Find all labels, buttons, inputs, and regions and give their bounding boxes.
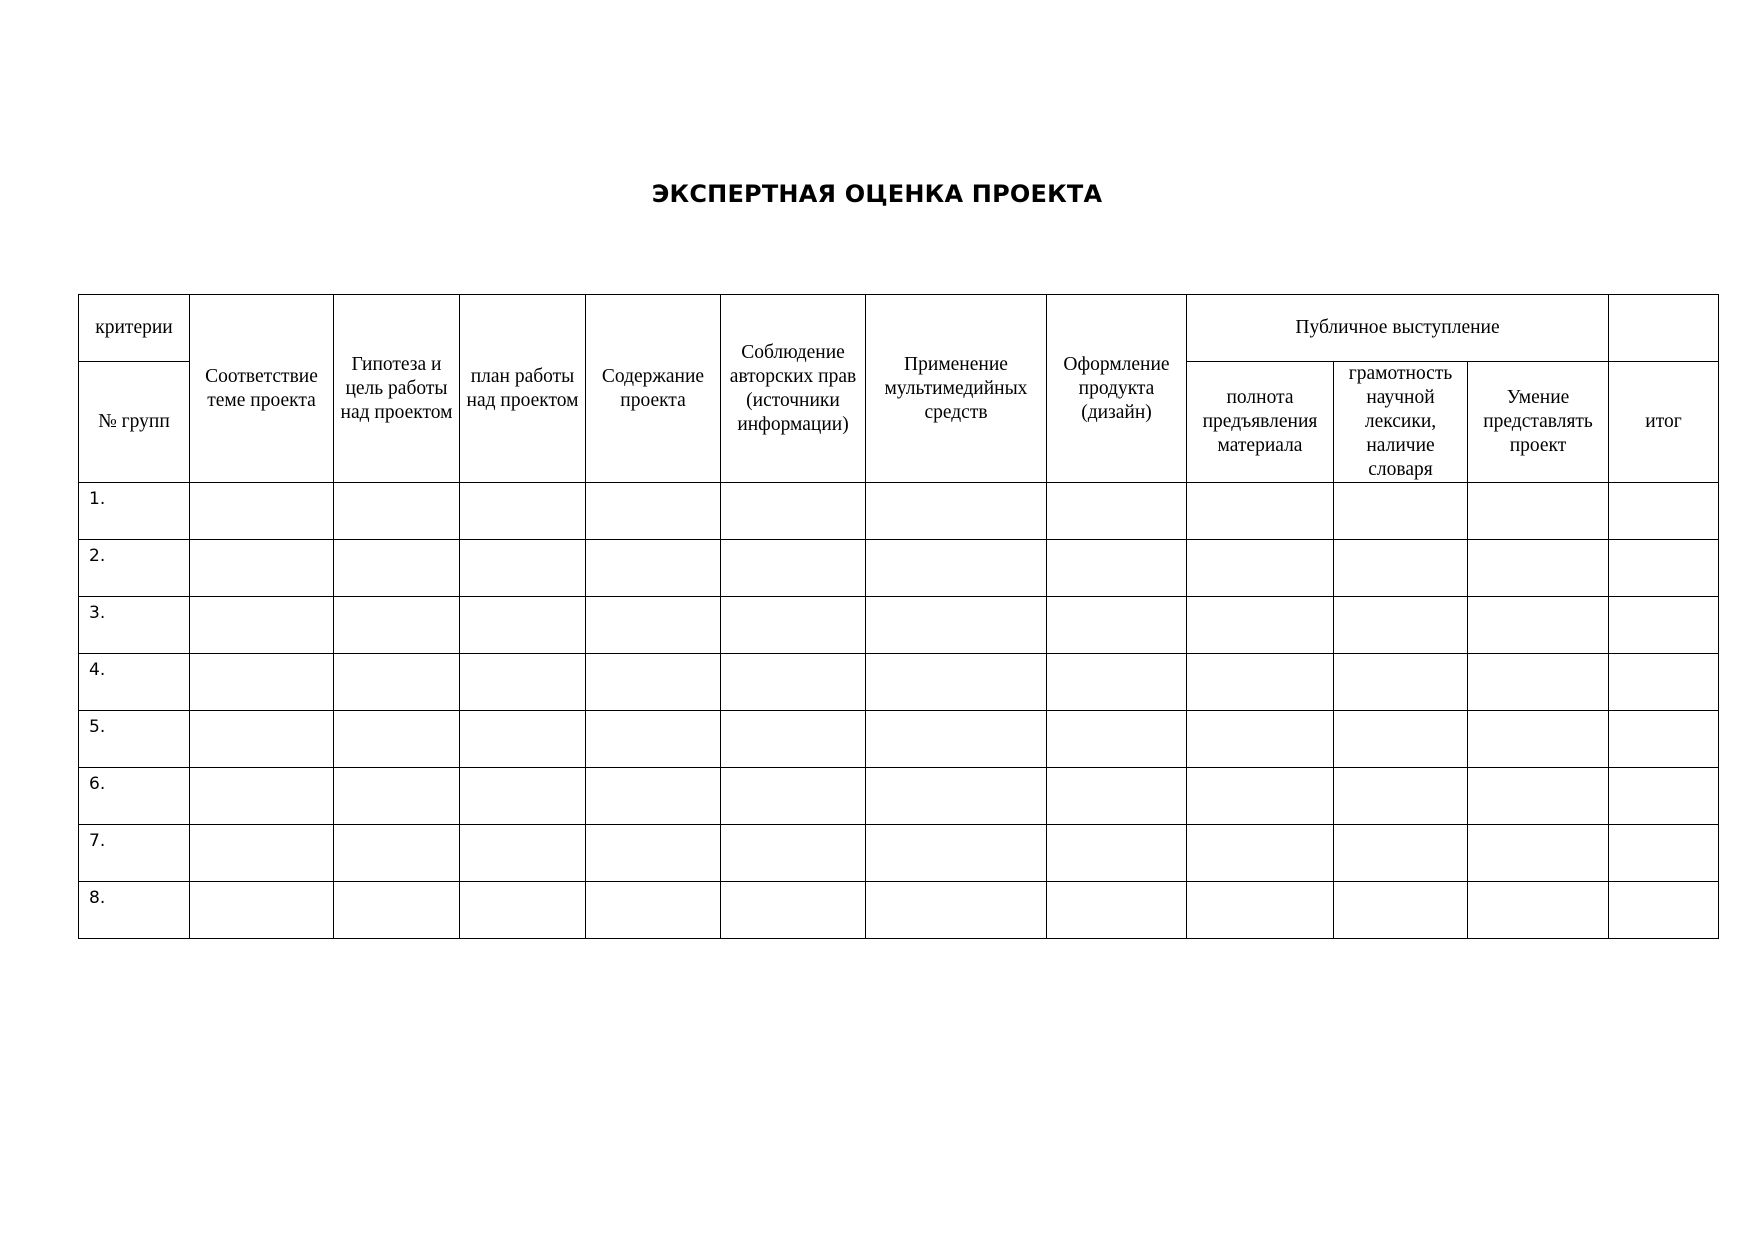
empty-header-cell [1609,295,1719,362]
score-cell [1047,768,1187,825]
group-number-label: № групп [79,362,190,483]
subcolumn-header: грамотность научной лексики, наличие словаря [1334,362,1468,483]
row-number: 5. [79,711,190,768]
total-cell [1609,825,1719,882]
subcolumn-header: полнота предъявления материала [1187,362,1334,483]
score-cell [866,882,1047,939]
score-cell [866,768,1047,825]
score-cell [721,654,866,711]
score-cell [1334,654,1468,711]
score-cell [721,768,866,825]
column-header: план работы над проектом [460,295,586,483]
evaluation-table [78,294,1719,939]
row-number: 4. [79,654,190,711]
score-cell [1047,825,1187,882]
score-cell [1468,711,1609,768]
total-cell [1609,483,1719,540]
table-row [79,882,1719,939]
total-header: итог [1609,362,1719,483]
score-cell [460,768,586,825]
score-cell [334,882,460,939]
score-cell [1047,711,1187,768]
score-cell [586,597,721,654]
total-cell [1609,882,1719,939]
score-cell [190,768,334,825]
column-header: Оформление продукта (дизайн) [1047,295,1187,483]
score-cell [334,540,460,597]
total-cell [1609,597,1719,654]
score-cell [1047,882,1187,939]
score-cell [721,882,866,939]
score-cell [866,825,1047,882]
score-cell [586,825,721,882]
row-number: 1. [79,483,190,540]
score-cell [190,654,334,711]
score-cell [1187,825,1334,882]
score-cell [1334,768,1468,825]
score-cell [334,483,460,540]
table-row [79,768,1719,825]
score-cell [586,540,721,597]
score-cell [460,882,586,939]
row-number: 3. [79,597,190,654]
score-cell [190,540,334,597]
score-cell [866,711,1047,768]
score-cell [334,825,460,882]
score-cell [721,825,866,882]
page-title: ЭКСПЕРТНАЯ ОЦЕНКА ПРОЕКТА [651,180,1103,208]
score-cell [866,483,1047,540]
score-cell [1334,882,1468,939]
score-cell [586,768,721,825]
table-row [79,654,1719,711]
row-number: 8. [79,882,190,939]
subcolumn-header: Умение представлять проект [1468,362,1609,483]
table-row [79,540,1719,597]
score-cell [1468,540,1609,597]
score-cell [460,711,586,768]
score-cell [334,711,460,768]
score-cell [190,597,334,654]
score-cell [460,540,586,597]
score-cell [586,711,721,768]
column-header: Соответствие теме проекта [190,295,334,483]
score-cell [1334,711,1468,768]
score-cell [334,654,460,711]
score-cell [586,483,721,540]
score-cell [586,654,721,711]
column-header: Содержание проекта [586,295,721,483]
score-cell [190,711,334,768]
column-header: Соблюдение авторских прав (источники информации) [721,295,866,483]
score-cell [721,597,866,654]
row-number: 7. [79,825,190,882]
row-number: 6. [79,768,190,825]
score-cell [721,540,866,597]
score-cell [460,483,586,540]
score-cell [1047,483,1187,540]
score-cell [1468,882,1609,939]
score-cell [586,882,721,939]
score-cell [190,825,334,882]
score-cell [1187,540,1334,597]
table-row [79,825,1719,882]
score-cell [1187,882,1334,939]
score-cell [1047,654,1187,711]
score-cell [1187,768,1334,825]
total-cell [1609,654,1719,711]
total-cell [1609,768,1719,825]
score-cell [1468,483,1609,540]
score-cell [1334,540,1468,597]
score-cell [1468,654,1609,711]
public-speaking-header: Публичное выступление [1187,295,1609,362]
score-cell [721,711,866,768]
table-row [79,597,1719,654]
row-number: 2. [79,540,190,597]
score-cell [1047,597,1187,654]
table-row [79,483,1719,540]
score-cell [1187,711,1334,768]
score-cell [1187,597,1334,654]
score-cell [1468,768,1609,825]
score-cell [866,597,1047,654]
score-cell [866,654,1047,711]
score-cell [334,768,460,825]
total-cell [1609,540,1719,597]
score-cell [1187,654,1334,711]
score-cell [334,597,460,654]
score-cell [866,540,1047,597]
score-cell [1334,597,1468,654]
score-cell [1187,483,1334,540]
score-cell [1334,825,1468,882]
column-header: Применение мультимедийных средств [866,295,1047,483]
score-cell [1047,540,1187,597]
score-cell [460,597,586,654]
score-cell [460,654,586,711]
total-cell [1609,711,1719,768]
score-cell [190,483,334,540]
score-cell [1334,483,1468,540]
score-cell [721,483,866,540]
score-cell [1468,825,1609,882]
column-header: Гипотеза и цель работы над проектом [334,295,460,483]
score-cell [460,825,586,882]
table-row [79,711,1719,768]
score-cell [1468,597,1609,654]
criteria-label: критерии [79,295,190,362]
score-cell [190,882,334,939]
